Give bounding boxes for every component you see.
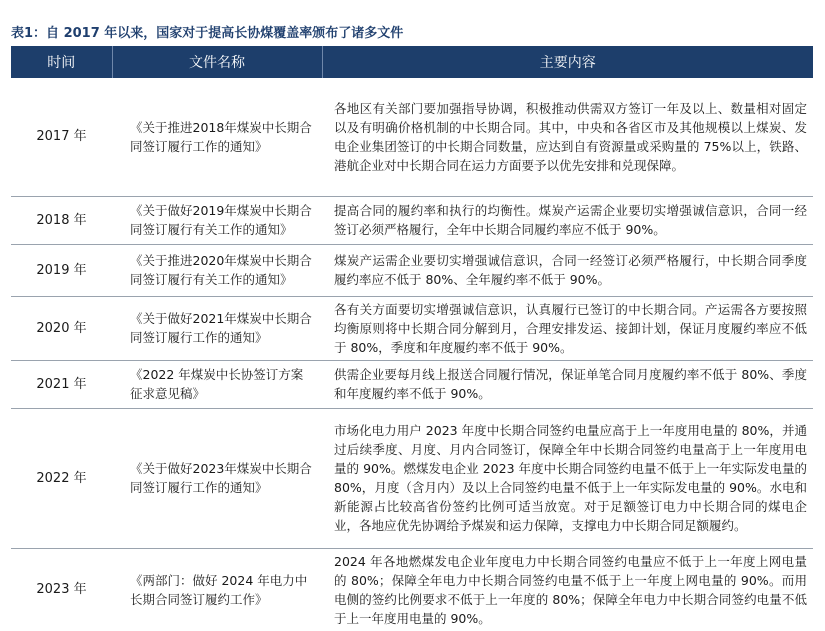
main-content-cell: 各有关方面要切实增强诚信意识，认真履行已签订的中长期合同。产运需各方要按照均衡原则将中长期合同分解到月，合理安排发运、接卸计划，保证月度履约率应不低于 80%，季度和年度履约率不低于 90%。 <box>322 296 813 360</box>
year-cell: 2021 年 <box>11 360 112 408</box>
doc-name-cell: 《关于做好2023年煤炭中长期合同签订履行工作的通知》 <box>112 408 322 548</box>
year-cell: 2023 年 <box>36 582 87 597</box>
table-row <box>11 296 813 360</box>
table-row <box>11 548 813 631</box>
policy-table <box>11 46 813 631</box>
table-header-row <box>11 46 813 78</box>
table-row <box>11 244 813 296</box>
table-caption: 表1：自 2017 年以来，国家对于提高长协煤覆盖率颁布了诸多文件 <box>11 26 404 41</box>
doc-name-cell: 《关于推进2020年煤炭中长期合同签订履行有关工作的通知》 <box>112 244 322 296</box>
year-cell: 2022 年 <box>11 408 112 548</box>
main-content-cell: 2024 年各地燃煤发电企业年度电力中长期合同签约电量应不低于上一年度上网电量的 80%；保障全年电力中长期合同签约电量不低于上一年度上网电量的 90%。而用电侧的签约比例要求不低于上一年度的 80%；保障全年电力中长期合同签约电量不低于上一年度用电量的 90%。 <box>334 553 807 626</box>
table-row <box>11 408 813 548</box>
doc-name-cell: 《关于推进2018年煤炭中长期合同签订履行工作的通知》 <box>112 78 322 196</box>
doc-name-cell: 《关于做好2021年煤炭中长期合同签订履行工作的通知》 <box>112 296 322 360</box>
year-cell: 2020 年 <box>11 296 112 360</box>
doc-name-cell: 《2022 年煤炭中长协签订方案征求意见稿》 <box>112 360 322 408</box>
main-content-cell: 市场化电力用户 2023 年度中长期合同签约电量应高于上一年度用电量的 80%，并通过后续季度、月度、月内合同签订，保障全年中长期合同签约电量高于上一年度用电量的 90%。燃煤发电企业 2023 年度中长期合同签约电量不低于上一年实际发电量的 80%，月度（含月内）及以上合同签约电量不低于上一年实际发电量的 90%。水电和新能源占比较高省份签约比例可适当放宽。对于足额签订电力中长期合同的煤电企业，各地应优先协调给予煤炭和运力保障，支撑电力中长期合同足额履约。 <box>322 408 813 548</box>
table-row <box>11 360 813 408</box>
year-cell: 2019 年 <box>11 244 112 296</box>
header-doc-name: 文件名称 <box>112 46 322 78</box>
header-main-content: 主要内容 <box>322 46 813 78</box>
table-row <box>11 196 813 244</box>
main-content-cell: 各地区有关部门要加强指导协调，积极推动供需双方签订一年及以上、数量相对固定以及有明确价格机制的中长期合同。其中，中央和各省区市及其他规模以上煤炭、发电企业集团签订的中长期合同数量，应达到自有资源量或采购量的 75%以上，铁路、港航企业对中长期合同在运力方面要予以优先安排和兑现保障。 <box>322 78 813 196</box>
year-cell: 2017 年 <box>11 78 112 196</box>
header-time: 时间 <box>11 46 112 78</box>
doc-name-cell: 《关于做好2019年煤炭中长期合同签订履行有关工作的通知》 <box>112 196 322 244</box>
main-content-cell: 提高合同的履约率和执行的均衡性。煤炭产运需企业要切实增强诚信意识，合同一经签订必须严格履行，全年中长期合同履约率应不低于 90%。 <box>322 196 813 244</box>
year-cell: 2018 年 <box>11 196 112 244</box>
doc-name-cell: 《两部门：做好 2024 年电力中长期合同签订履约工作》 <box>130 572 308 607</box>
main-content-cell: 供需企业要每月线上报送合同履行情况，保证单笔合同月度履约率不低于 80%、季度和年度履约率不低于 90%。 <box>322 360 813 408</box>
table-row <box>11 78 813 196</box>
main-content-cell: 煤炭产运需企业要切实增强诚信意识，合同一经签订必须严格履行，中长期合同季度履约率应不低于 80%、全年履约率不低于 90%。 <box>322 244 813 296</box>
